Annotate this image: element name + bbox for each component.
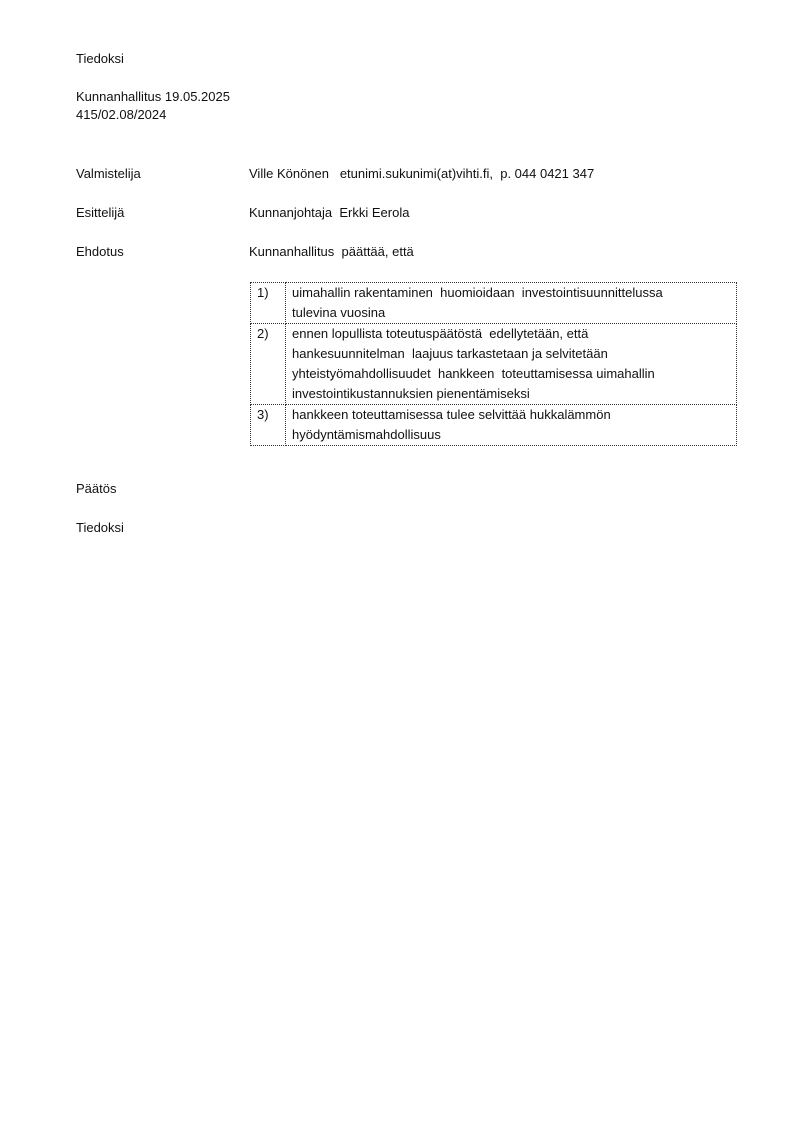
proposal-number: 2)	[251, 324, 286, 405]
proposal-line: ennen lopullista toteutuspäätöstä edellytetään, että	[292, 326, 589, 341]
ehdotus-value: Kunnanhallitus päättää, että	[249, 244, 414, 259]
record-number: 415/02.08/2024	[76, 107, 167, 122]
proposal-row	[251, 405, 737, 446]
proposal-table	[250, 282, 737, 446]
proposal-line: tulevina vuosina	[292, 305, 386, 320]
proposal-line: yhteistyömahdollisuudet hankkeen toteuttamisessa uimahallin	[292, 366, 655, 381]
proposal-line: hankkeen toteuttamisessa tulee selvittää hukkalämmön	[292, 407, 611, 422]
valmistelija-value: Ville Könönen etunimi.sukunimi(at)vihti.fi, p. 044 0421 347	[249, 166, 595, 181]
proposal-line: hyödyntämismahdollisuus	[292, 427, 441, 442]
proposal-row	[251, 324, 737, 405]
proposal-text	[286, 283, 737, 324]
tiedoksi-footer-label: Tiedoksi	[76, 520, 124, 535]
esittelija-label: Esittelijä	[76, 205, 125, 220]
valmistelija-label: Valmistelija	[76, 166, 141, 181]
proposal-line: investointikustannuksien pienentämiseksi	[292, 386, 530, 401]
proposal-text	[286, 405, 737, 446]
paatos-label: Päätös	[76, 481, 117, 496]
proposal-line: uimahallin rakentaminen huomioidaan investointisuunnittelussa	[292, 285, 663, 300]
proposal-line: hankesuunnitelman laajuus tarkastetaan ja selvitetään	[292, 346, 608, 361]
proposal-text	[286, 324, 737, 405]
esittelija-value: Kunnanjohtaja Erkki Eerola	[249, 205, 410, 220]
proposal-number: 3)	[251, 405, 286, 446]
proposal-number: 1)	[251, 283, 286, 324]
tiedoksi-heading: Tiedoksi	[76, 51, 124, 66]
ehdotus-label: Ehdotus	[76, 244, 124, 259]
proposal-row	[251, 283, 737, 324]
meeting-line: Kunnanhallitus 19.05.2025	[76, 89, 230, 104]
